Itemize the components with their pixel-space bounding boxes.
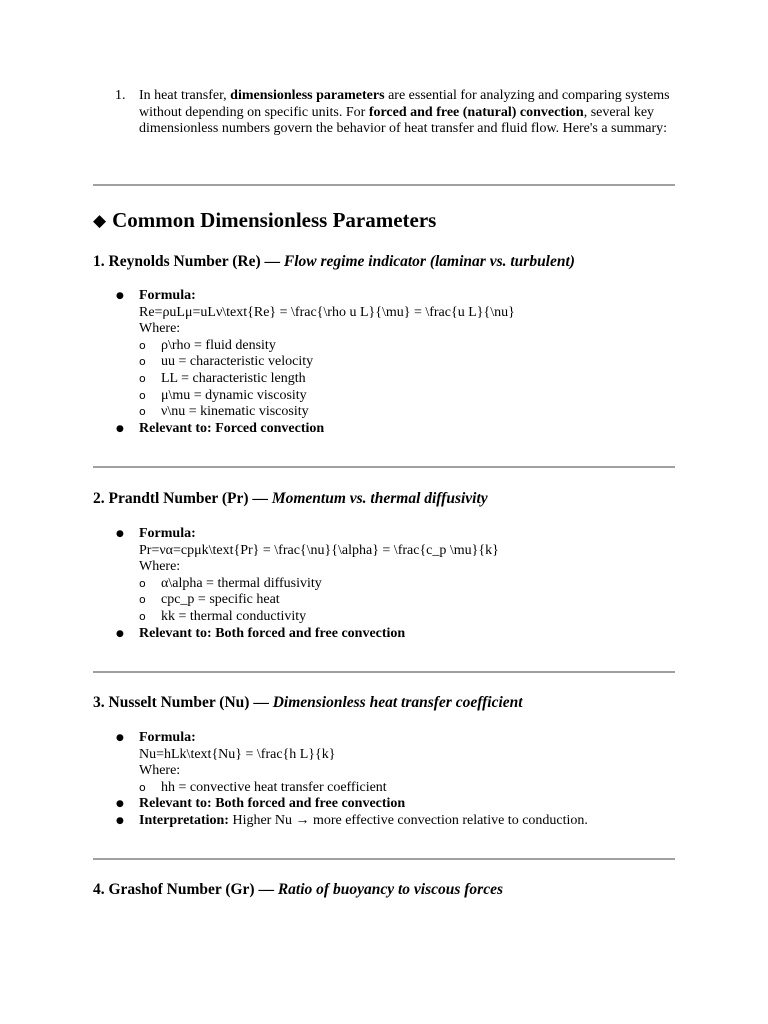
circle-bullet-icon: o (139, 780, 146, 794)
list-number: 1. (115, 88, 126, 103)
sub-list-item (115, 576, 705, 593)
grashof-heading (93, 881, 503, 899)
definition-text: LL = characteristic length (161, 370, 306, 386)
circle-bullet-icon: o (139, 609, 146, 623)
bullet-icon: ● (116, 423, 124, 434)
list-item (115, 796, 705, 813)
divider (93, 858, 675, 860)
relevant-text: Relevant to: Both forced and free convection (139, 625, 406, 641)
intro-bold-2: forced and free (natural) convection (368, 104, 584, 120)
bullet-icon: ● (116, 628, 124, 639)
sub-list-item (115, 388, 705, 405)
diamond-icon: ◆ (93, 211, 107, 231)
sub-list-item (115, 354, 705, 371)
list-item (115, 813, 705, 830)
relevant-text: Relevant to: Forced convection (139, 420, 325, 436)
formula-label: Formula: (139, 526, 196, 541)
heading-subtitle: Flow regime indicator (laminar vs. turbulent) (283, 253, 575, 270)
bullet-icon: ● (116, 815, 124, 826)
formula-text: Nu=hLk\text{Nu} = \frac{h L}{k} (139, 746, 336, 762)
nusselt-heading (93, 694, 523, 712)
formula-text: Re=ρuLμ=uLν\text{Re} = \frac{\rho u L}{\mu} = \frac{u L}{\nu} (139, 304, 515, 320)
formula-text: Pr=να=cpμk\text{Pr} = \frac{\nu}{\alpha} = \frac{c_p \mu}{k} (139, 542, 499, 558)
interpretation-text: Higher Nu → more effective convection relative to conduction. (228, 812, 588, 828)
definition-text: cpc_p = specific heat (161, 592, 280, 608)
where-label: Where: (139, 763, 181, 779)
heading-subtitle: Momentum vs. thermal diffusivity (271, 490, 488, 507)
definition-text: hh = convective heat transfer coefficient (161, 779, 387, 795)
heading-text: 2. Prandtl Number (Pr) — (93, 490, 268, 507)
divider (93, 671, 675, 673)
definition-text: ρ\rho = fluid density (161, 337, 276, 353)
list-item (115, 421, 705, 438)
sub-list-item (115, 371, 705, 388)
list-item (115, 626, 705, 643)
circle-bullet-icon: o (139, 355, 146, 369)
bullet-icon: ● (116, 799, 124, 810)
where-label: Where: (139, 321, 181, 337)
bullet-icon: ● (116, 291, 124, 301)
where-label: Where: (139, 559, 181, 575)
heading-text: 1. Reynolds Number (Re) — (93, 253, 280, 270)
prandtl-heading (93, 490, 488, 508)
sub-list-item (115, 404, 705, 421)
intro-text-2: are essential for analyzing and comparing systems without depending on specific units. For (139, 88, 670, 120)
bullet-icon: ● (116, 529, 124, 539)
section-title: Common Dimensionless Parameters (112, 208, 437, 232)
definition-text: kk = thermal conductivity (161, 608, 307, 624)
heading-text: 4. Grashof Number (Gr) — (93, 881, 274, 898)
sub-list-item (115, 592, 705, 609)
list-item (115, 288, 705, 305)
intro-bold-1: dimensionless parameters (230, 88, 385, 103)
bullet-icon: ● (116, 733, 124, 743)
circle-bullet-icon: o (139, 371, 146, 385)
sub-list-item (115, 338, 705, 355)
circle-bullet-icon: o (139, 576, 146, 590)
definition-text: μ\mu = dynamic viscosity (161, 387, 307, 403)
heading-subtitle: Dimensionless heat transfer coefficient (272, 694, 523, 711)
intro-paragraph (139, 88, 685, 138)
reynolds-heading (93, 253, 575, 271)
definition-text: uu = characteristic velocity (161, 354, 314, 370)
sub-list-item (115, 609, 705, 626)
section-heading (93, 208, 436, 234)
circle-bullet-icon: o (139, 388, 146, 402)
divider (93, 184, 675, 186)
interpretation-label: Interpretation: (139, 812, 229, 828)
circle-bullet-icon: o (139, 405, 146, 419)
intro-list-item (115, 88, 685, 138)
circle-bullet-icon: o (139, 338, 146, 352)
intro-text-3: , several key dimensionless numbers govern the behavior of heat transfer and fluid flow. Here's a summary: (139, 104, 668, 137)
formula-label: Formula: (139, 730, 196, 745)
reynolds-list (115, 288, 705, 437)
formula-label: Formula: (139, 288, 196, 303)
circle-bullet-icon: o (139, 593, 146, 607)
definition-text: α\alpha = thermal diffusivity (161, 575, 322, 591)
list-item (115, 526, 705, 543)
heading-text: 3. Nusselt Number (Nu) — (93, 694, 269, 711)
prandtl-list (115, 526, 705, 642)
nusselt-list (115, 730, 705, 830)
heading-subtitle: Ratio of buoyancy to viscous forces (277, 881, 504, 898)
list-item (115, 730, 705, 747)
definition-text: ν\nu = kinematic viscosity (161, 404, 309, 420)
relevant-text: Relevant to: Both forced and free convection (139, 796, 406, 812)
sub-list-item (115, 780, 705, 797)
intro-text-1: In heat transfer, (139, 88, 231, 103)
divider (93, 466, 675, 468)
